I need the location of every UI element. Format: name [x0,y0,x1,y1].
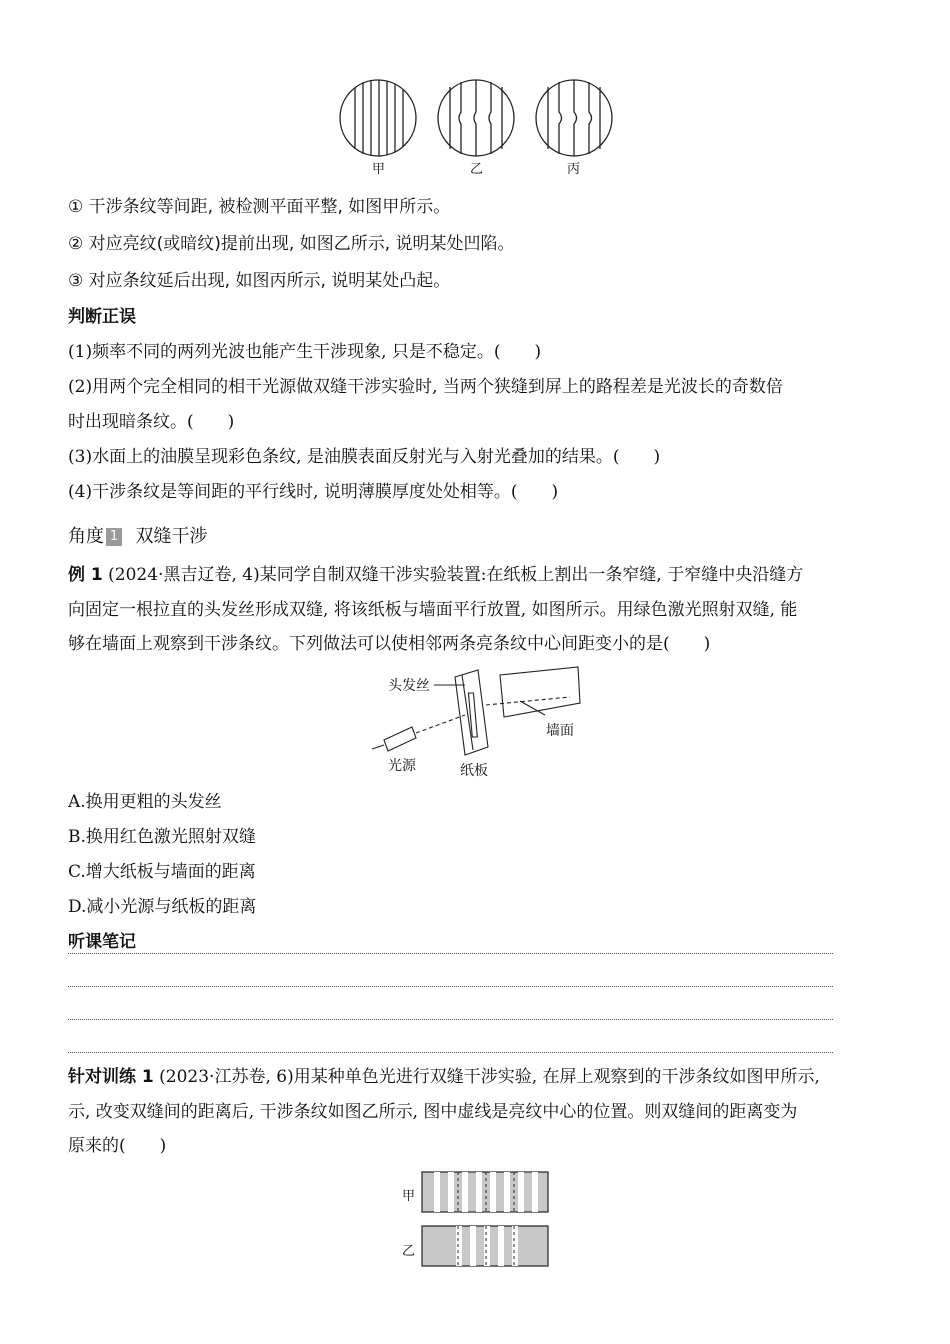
training1-line-2: 示, 改变双缝间的距离后, 干涉条纹如图乙所示, 图中虚线是亮纹中心的位置。则双缝间的距离变为 [68,1102,798,1122]
judge-item-3: (3)水面上的油膜呈现彩色条纹, 是油膜表面反射光与入射光叠加的结果。( ) [68,447,661,467]
option-d: D.减小光源与纸板的距离 [68,897,257,917]
example1-line-3: 够在墙面上观察到干涉条纹。下列做法可以使相邻两条亮条纹中心间距变小的是( ) [68,634,711,654]
label-wall: 墙面 [546,723,574,739]
angle-prefix: 角度 [68,526,104,547]
training1-line-3: 原来的( ) [68,1136,167,1156]
training1-line-1 [68,1065,820,1089]
note-line-2 [68,986,833,987]
judge-item-2: (2)用两个完全相同的相干光源做双缝干涉实验时, 当两个狭缝到屏上的路程差是光波长的奇数倍 [68,377,783,397]
label-board: 纸板 [460,763,488,779]
fringe-yi [422,1226,548,1266]
circle-label-yi: 乙 [470,162,484,177]
note-2: ② 对应亮纹(或暗纹)提前出现, 如图乙所示, 说明某处凹陷。 [68,234,515,254]
fringe-label-yi: 乙 [402,1244,416,1259]
note-3: ③ 对应条纹延后出现, 如图丙所示, 说明某处凸起。 [68,271,451,291]
note-1: ① 干涉条纹等间距, 被检测平面平整, 如图甲所示。 [68,197,451,217]
circle-label-jia: 甲 [372,162,386,177]
example1-line-2: 向固定一根拉直的头发丝形成双缝, 将该纸板与墙面平行放置, 如图所示。用绿色激光照射双缝, 能 [68,600,798,620]
note-line-3 [68,1019,833,1020]
fringe-jia [422,1172,548,1212]
judge-item-2-cont: 时出现暗条纹。( ) [68,412,235,432]
example1-line-1 [68,563,803,587]
note-line-4 [68,1052,833,1053]
label-source: 光源 [388,758,416,774]
angle-heading [68,525,207,549]
judge-title: 判断正误 [68,307,136,327]
fringe-pattern-figure [420,1170,552,1270]
circle-label-bing: 丙 [567,162,581,177]
notes-title: 听课笔记 [68,932,136,952]
option-c: C.增大纸板与墙面的距离 [68,862,256,882]
wall-shape [500,667,580,717]
option-a: A.换用更粗的头发丝 [68,792,222,812]
training1-label: 针对训练 1 [68,1067,154,1087]
circle-jia [340,80,416,156]
fringe-label-jia: 甲 [402,1189,416,1204]
judge-item-4: (4)干涉条纹是等间距的平行线时, 说明薄膜厚度处处相等。( ) [68,482,559,502]
judge-item-1: (1)频率不同的两列光波也能产生干涉现象, 只是不稳定。( ) [68,342,542,362]
angle-number-badge: 1 [106,528,122,546]
example1-label: 例 1 [68,565,103,585]
note-line-1 [68,953,833,954]
option-b: B.换用红色激光照射双缝 [68,827,256,847]
light-source-shape [384,727,416,751]
example1-text-1: (2024·黑吉辽卷, 4)某同学自制双缝干涉实验装置:在纸板上割出一条窄缝, 于窄缝中央沿缝方 [102,565,804,585]
label-hair: 头发丝 [388,678,430,694]
angle-title: 双缝干涉 [135,526,208,547]
training1-text-1: (2023·江苏卷, 6)用某种单色光进行双缝干涉实验, 在屏上观察到的干涉条纹如图甲所示, [153,1067,820,1087]
